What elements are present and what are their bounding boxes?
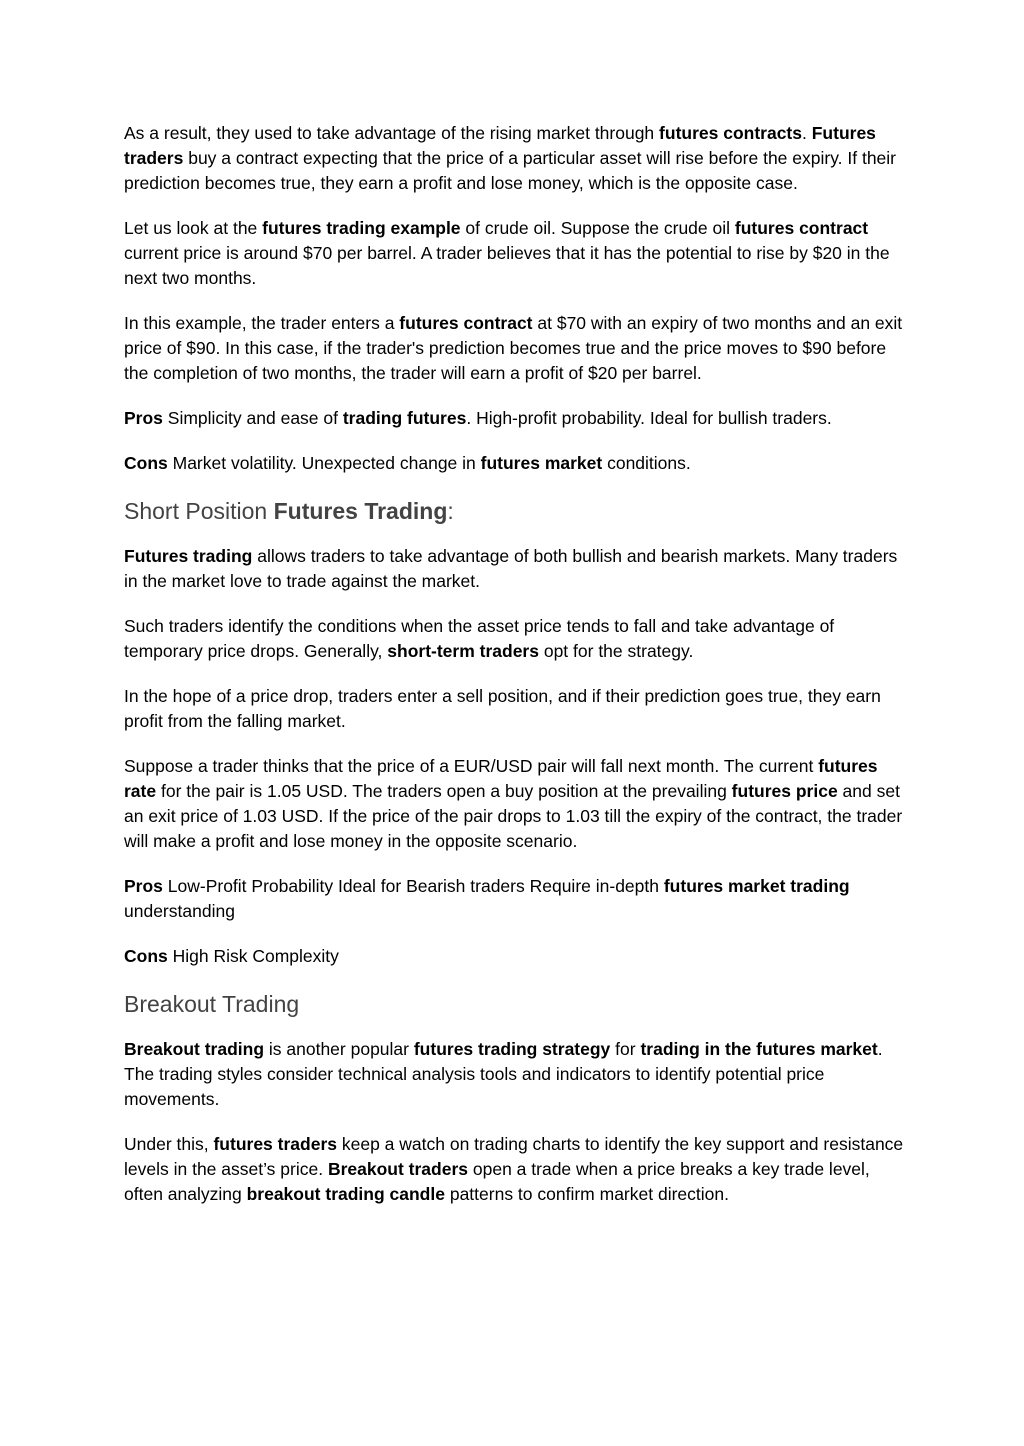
text-run: understanding (124, 901, 235, 921)
bold-text: trading futures (342, 408, 467, 428)
text-run: open a trade when a price breaks a key trade level, often analyzing (124, 1159, 870, 1204)
bold-text: Futures traders (124, 123, 876, 168)
text-run: Breakout Trading (124, 991, 300, 1017)
text-run: keep a watch on trading charts to identify the key support and resistance levels in the asset’s price. (124, 1134, 904, 1179)
bold-text: futures contract (734, 218, 869, 238)
text-run: Market volatility. Unexpected change in (167, 453, 481, 473)
paragraph-2 (124, 216, 904, 291)
paragraph-1 (124, 121, 904, 196)
text-run: for the pair is 1.05 USD. The traders open a buy position at the prevailing (156, 781, 732, 801)
bold-text: futures contract (399, 313, 533, 333)
paragraph-7 (124, 754, 904, 854)
document-body (124, 121, 904, 1227)
bold-text: futures market trading (663, 876, 850, 896)
text-run: In this example, the trader enters a (124, 313, 400, 333)
bold-text: futures trading example (262, 218, 461, 238)
paragraph-6 (124, 684, 904, 734)
cons-long (124, 451, 904, 476)
heading-breakout-trading (124, 989, 904, 1019)
text-run: Suppose a trader thinks that the price of a EUR/USD pair will fall next month. The current (124, 756, 819, 776)
text-run: Such traders identify the conditions when the asset price tends to fall and take advantage of temporary price drops. Generally, (124, 616, 835, 661)
bold-text: Breakout trading (124, 1039, 265, 1059)
bold-text: Cons (124, 946, 168, 966)
bold-text: futures trading strategy (413, 1039, 611, 1059)
text-run: for (610, 1039, 641, 1059)
text-run: patterns to confirm market direction. (444, 1184, 729, 1204)
text-run: allows traders to take advantage of both bullish and bearish markets. Many traders in the market love to trade against the market. (124, 546, 898, 591)
paragraph-5 (124, 614, 904, 664)
heading-short-position (124, 496, 904, 526)
text-run: . High-profit probability. Ideal for bullish traders. (466, 408, 832, 428)
bold-text: futures traders (213, 1134, 337, 1154)
text-run: High Risk Complexity (167, 946, 339, 966)
text-run: Low-Profit Probability Ideal for Bearish traders Require in-depth (162, 876, 664, 896)
text-run: As a result, they used to take advantage of the rising market through (124, 123, 660, 143)
text-run: current price is around $70 per barrel. A trader believes that it has the potential to rise by $20 in the next two months. (124, 243, 890, 288)
text-run: opt for the strategy. (538, 641, 694, 661)
paragraph-4 (124, 544, 904, 594)
bold-text: Pros (124, 876, 163, 896)
cons-short (124, 944, 904, 969)
paragraph-8 (124, 1037, 904, 1112)
text-run: Short Position (124, 498, 274, 524)
text-run: : (447, 498, 454, 524)
bold-text: futures contracts (659, 123, 802, 143)
text-run: and set an exit price of 1.03 USD. If the price of the pair drops to 1.03 till the expiry of the contract, the trader will make a profit and lose money in the opposite scenario. (124, 781, 903, 851)
bold-text: futures price (731, 781, 838, 801)
text-run: . The trading styles consider technical analysis tools and indicators to identify potential price movements. (124, 1039, 883, 1109)
bold-text: Futures Trading (273, 498, 448, 524)
bold-text: futures market (480, 453, 603, 473)
text-run: at $70 with an expiry of two months and an exit price of $90. In this case, if the trader's prediction becomes true and the price moves to $90 before the completion of two months, the trader will earn a profit of $20 per barrel. (124, 313, 903, 383)
bold-text: Breakout traders (327, 1159, 469, 1179)
text-run: In the hope of a price drop, traders enter a sell position, and if their prediction goes true, they earn profit from the falling market. (124, 686, 881, 731)
pros-short (124, 874, 904, 924)
bold-text: futures rate (124, 756, 878, 801)
text-run: conditions. (602, 453, 691, 473)
bold-text: Futures trading (124, 546, 253, 566)
bold-text: Pros (124, 408, 163, 428)
bold-text: Cons (124, 453, 168, 473)
paragraph-9 (124, 1132, 904, 1207)
text-run: . (802, 123, 812, 143)
text-run: Under this, (124, 1134, 214, 1154)
bold-text: trading in the futures market (640, 1039, 878, 1059)
text-run: Let us look at the (124, 218, 263, 238)
text-run: buy a contract expecting that the price of a particular asset will rise before the expiry. If their prediction becomes true, they earn a profit and lose money, which is the opposite case. (124, 148, 897, 193)
bold-text: breakout trading candle (246, 1184, 445, 1204)
paragraph-3 (124, 311, 904, 386)
text-run: of crude oil. Suppose the crude oil (460, 218, 735, 238)
bold-text: short-term traders (387, 641, 539, 661)
text-run: Simplicity and ease of (162, 408, 343, 428)
pros-long (124, 406, 904, 431)
text-run: is another popular (264, 1039, 414, 1059)
